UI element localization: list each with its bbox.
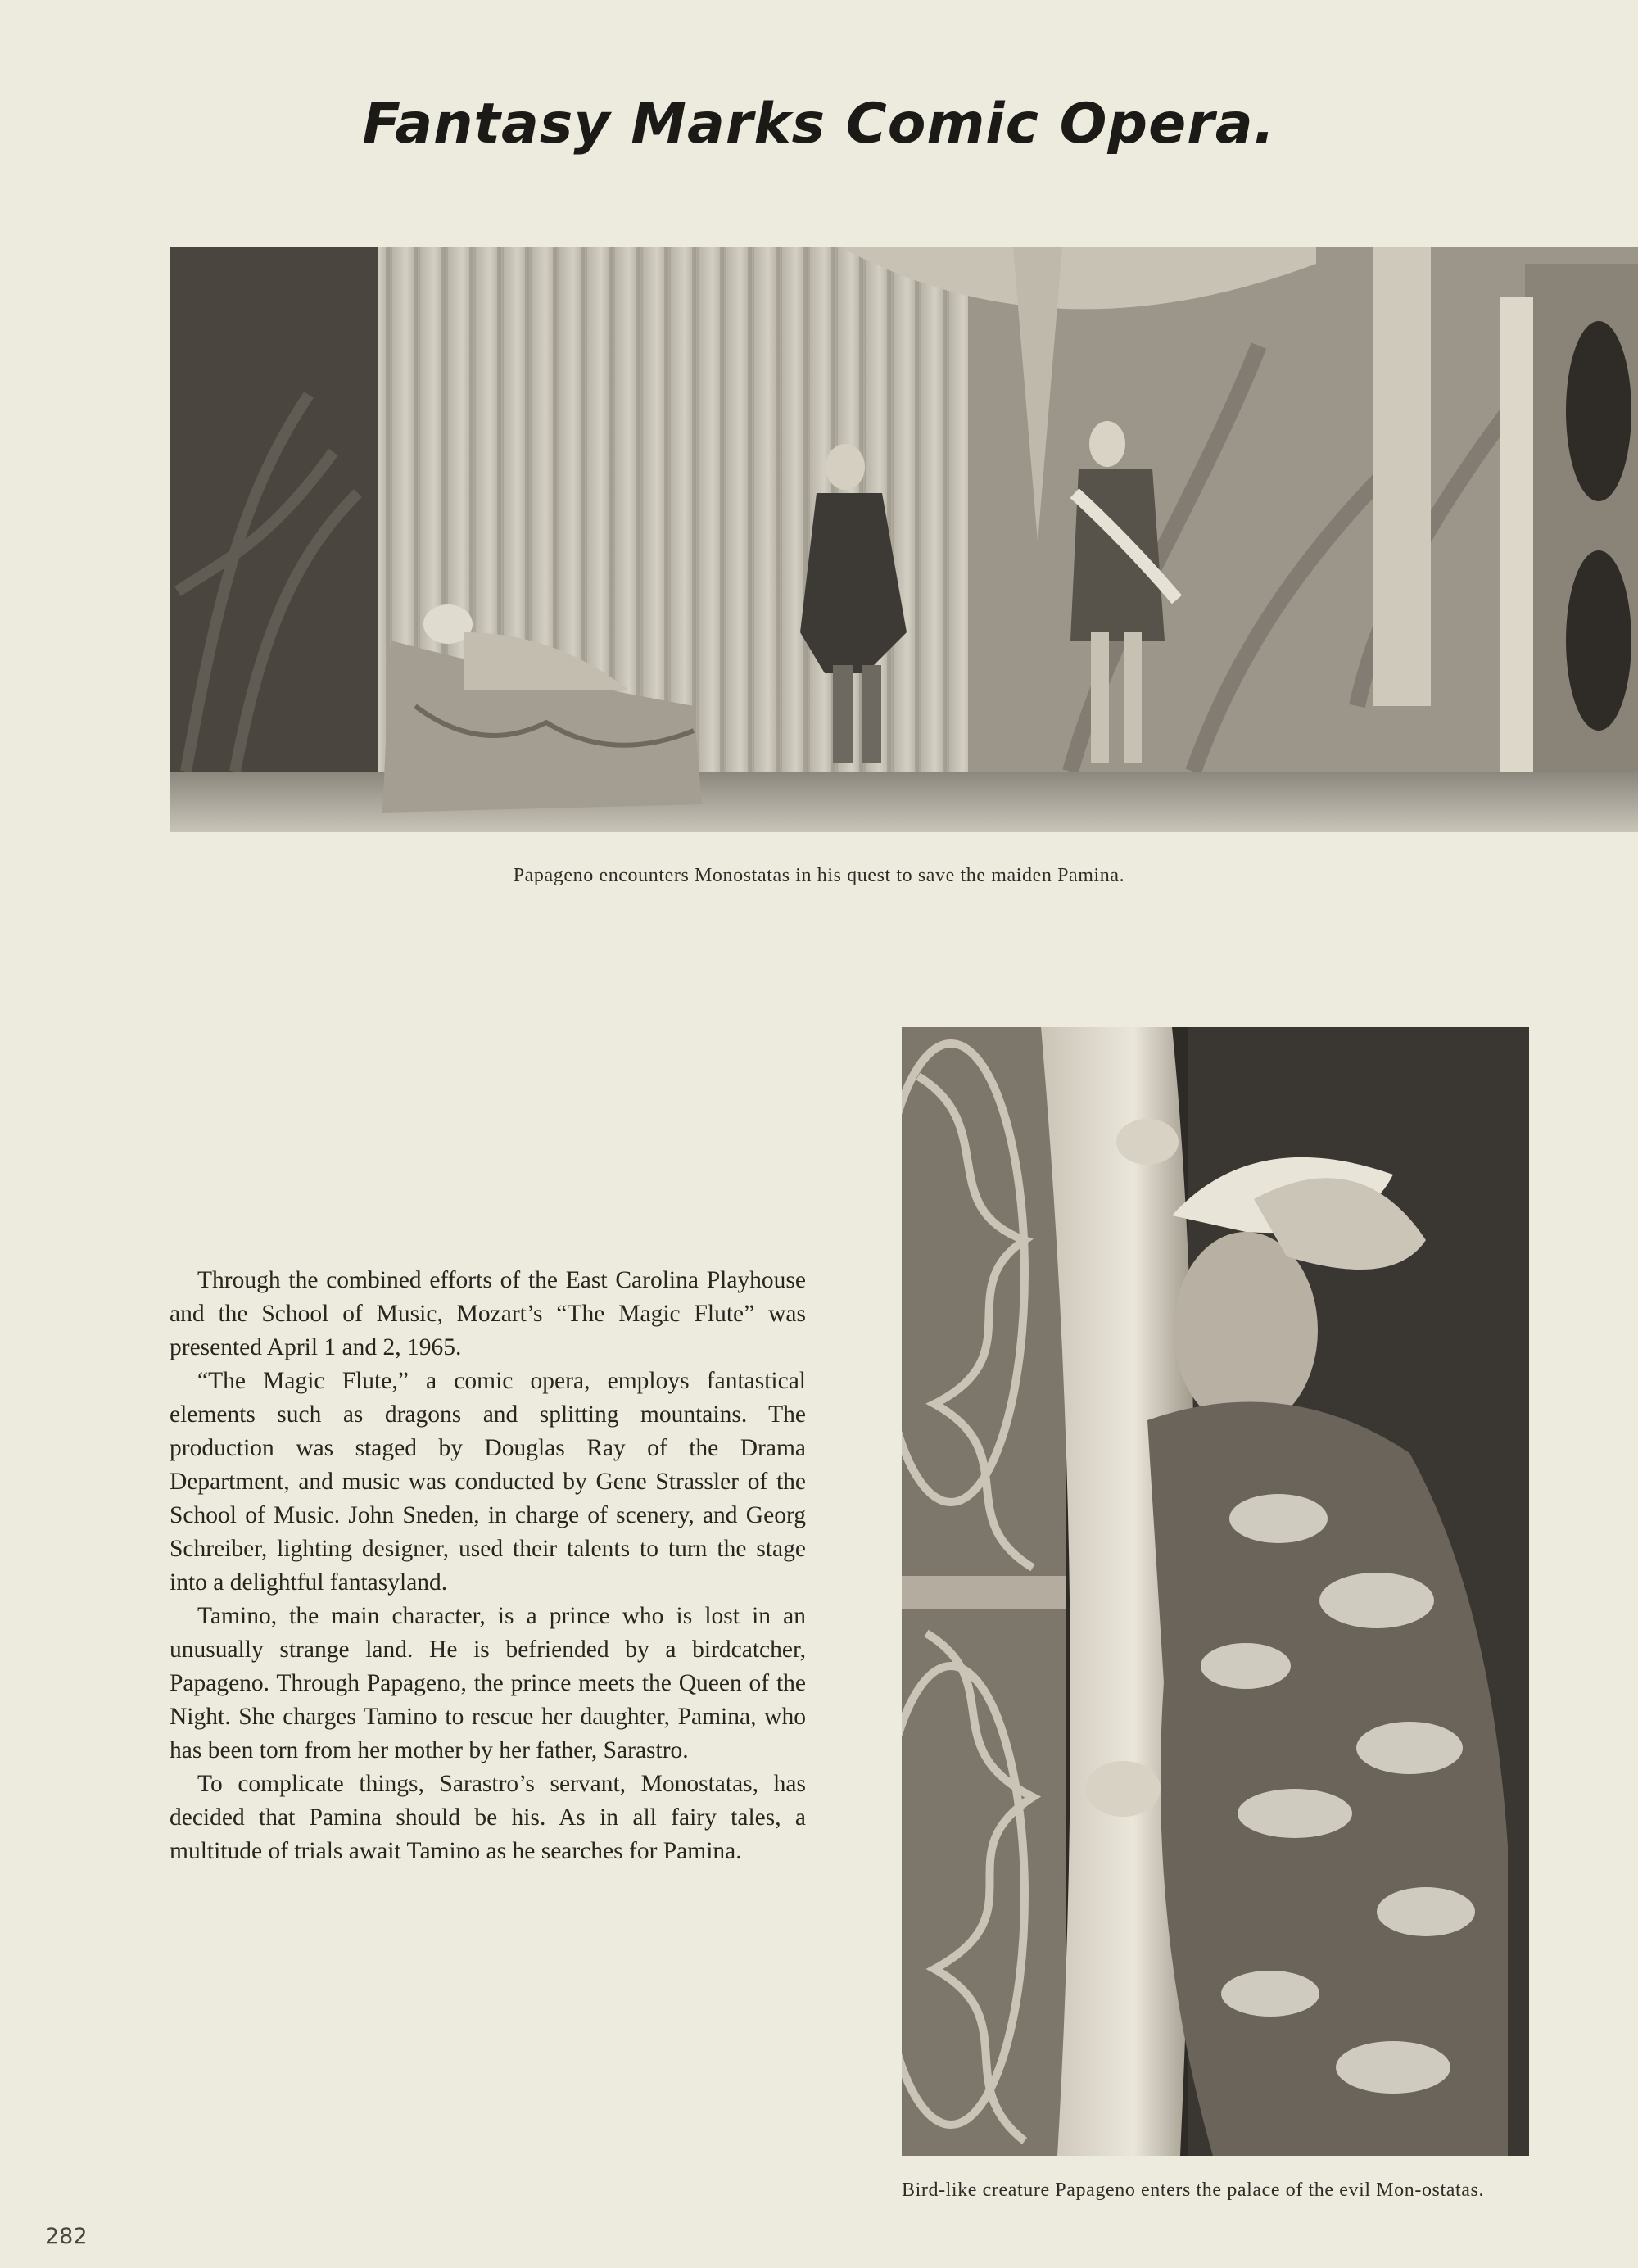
papageno-photo-caption: Bird-like creature Papageno enters the palace of the evil Mon-ostatas. bbox=[902, 2180, 1485, 2201]
article-paragraph: To complicate things, Sarastro’s servant, Monostatas, has decided that Pamina should be his. As in all fairy tales, a multitude of trials await Tamino as he searches for Pamina. bbox=[170, 1771, 806, 1864]
stage-photo-image bbox=[170, 247, 1638, 832]
article-paragraph: Through the combined efforts of the East Carolina Playhouse and the School of Music, Mozart’s “The Magic Flute” was presented April 1 and 2, 1965. bbox=[170, 1267, 806, 1360]
stage-photo bbox=[170, 247, 1638, 832]
article-paragraph: Tamino, the main character, is a prince who is lost in an unusually strange land. He is befriended by a birdcatcher, Papageno. Through Papageno, the prince meets the Queen of the Night. She charges Tamino to rescue her daughter, Pamina, who has been torn from her mother by her father, Sarastro. bbox=[170, 1603, 806, 1763]
stage-photo-caption: Papageno encounters Monostatas in his quest to save the maiden Pamina. bbox=[513, 865, 1125, 886]
article-body bbox=[170, 1264, 806, 1868]
article-paragraph: “The Magic Flute,” a comic opera, employs fantastical elements such as dragons and splitting mountains. The production was staged by Douglas Ray of the Drama Department, and music was conducted by Gene Strassler of the School of Music. John Sneden, in charge of scenery, and Georg Schreiber, lighting designer, used their talents to turn the stage into a delightful fantasyland. bbox=[170, 1368, 806, 1596]
page-title: Fantasy Marks Comic Opera. bbox=[362, 92, 1276, 156]
page-number: 282 bbox=[45, 2224, 88, 2249]
papageno-photo-image bbox=[902, 1027, 1529, 2156]
papageno-photo bbox=[902, 1027, 1529, 2156]
